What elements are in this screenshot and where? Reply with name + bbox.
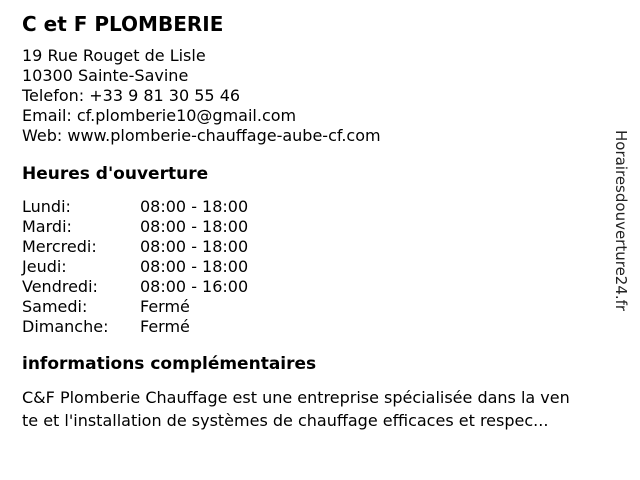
web-line	[22, 126, 640, 146]
additional-info-text	[22, 386, 640, 432]
day-label: Lundi:	[22, 197, 71, 216]
hours-row-saturday	[22, 297, 640, 317]
day-hours: 08:00 - 16:00	[140, 277, 249, 296]
address-street: 19 Rue Rouget de Lisle	[22, 46, 206, 65]
day-hours: Fermé	[140, 317, 190, 336]
web-label: Web:	[22, 126, 63, 145]
contact-block	[22, 46, 640, 146]
hours-row-tuesday	[22, 217, 640, 237]
hours-row-friday	[22, 277, 640, 297]
day-label: Vendredi:	[22, 277, 98, 296]
hours-row-wednesday	[22, 237, 640, 257]
hours-row-monday	[22, 197, 640, 217]
site-watermark: Horairesdouverture24.fr	[612, 130, 630, 312]
hours-row-sunday	[22, 317, 640, 337]
day-label: Mardi:	[22, 217, 72, 236]
day-hours: 08:00 - 18:00	[140, 197, 249, 216]
day-label: Dimanche:	[22, 317, 109, 336]
day-hours: 08:00 - 18:00	[140, 257, 249, 276]
day-label: Mercredi:	[22, 237, 97, 256]
email-label: Email:	[22, 106, 72, 125]
day-label: Samedi:	[22, 297, 88, 316]
email-value: cf.plomberie10@gmail.com	[76, 106, 297, 125]
email-line	[22, 106, 640, 126]
day-hours: 08:00 - 18:00	[140, 237, 249, 256]
day-hours: Fermé	[140, 297, 190, 316]
phone-line	[22, 86, 640, 106]
day-label: Jeudi:	[22, 257, 67, 276]
day-hours: 08:00 - 18:00	[140, 217, 249, 236]
web-value: www.plomberie-chauffage-aube-cf.com	[67, 126, 381, 145]
address-city: 10300 Sainte-Savine	[22, 66, 189, 85]
hours-row-thursday	[22, 257, 640, 277]
phone-label: Telefon:	[22, 86, 85, 105]
additional-info-heading: informations complémentaires	[22, 354, 317, 374]
opening-hours-table	[22, 197, 640, 337]
business-name: C et F PLOMBERIE	[22, 12, 224, 36]
phone-value: +33 9 81 30 55 46	[89, 86, 241, 105]
info-text-line: C&F Plomberie Chauffage est une entreprise spécialisée dans la ven	[22, 388, 570, 407]
info-text-line: te et l'installation de systèmes de chauffage efficaces et respec...	[22, 411, 549, 430]
opening-hours-heading: Heures d'ouverture	[22, 164, 209, 184]
